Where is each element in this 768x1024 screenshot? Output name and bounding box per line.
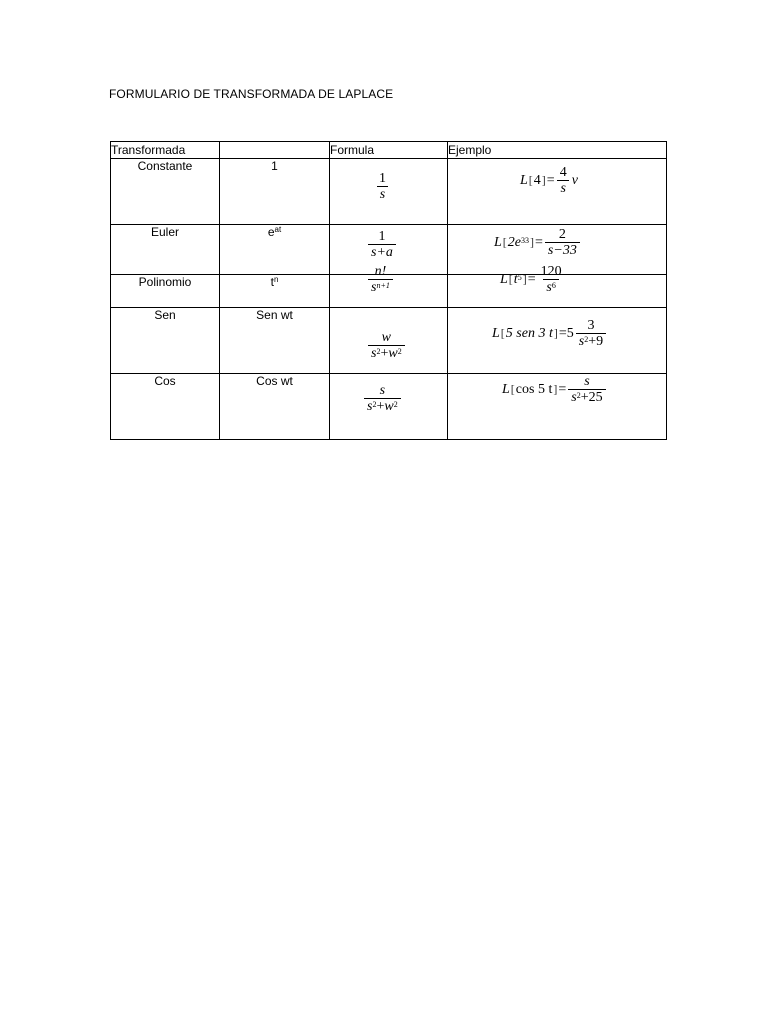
row-name: Constante (111, 159, 220, 225)
row-name: Cos (111, 374, 220, 440)
row-formula: $\frac{s}{s^2+w^2}$ (330, 374, 448, 440)
header-transformada: Transformada (111, 142, 220, 159)
header-formula: Formula (330, 142, 448, 159)
document-title: FORMULARIO DE TRANSFORMADA DE LAPLACE (109, 87, 394, 101)
table-row (111, 308, 667, 374)
row-formula: $\frac{1}{s+a}$ (330, 225, 448, 275)
table-row (111, 374, 667, 440)
table-row (111, 159, 667, 225)
row-formula: $\frac{w}{s^2+w^2}$ (330, 308, 448, 374)
row-function: Sen wt (220, 308, 330, 374)
row-example: L [ t $^5$ ] = $\frac{120}{s^6}$ (448, 275, 667, 308)
row-formula: $\frac{n!}{s^{n+1}}$ (330, 275, 448, 308)
row-example: L [ 4 ] = $\frac{4}{s}$ v (448, 159, 667, 225)
row-example: L [ 2e $^{33}$ ] = $\frac{2}{s-33}$ (448, 225, 667, 275)
row-example: L [ 5 sen 3 t ] = 5 $\frac{3}{s^2+9}$ (448, 308, 667, 374)
row-name: Sen (111, 308, 220, 374)
row-formula: $\frac{1}{s}$ (330, 159, 448, 225)
row-example: L [ cos 5 t ] = $\frac{s}{s^2+25}$ (448, 374, 667, 440)
row-function: $e^{at}$ (220, 225, 330, 275)
row-name: Euler (111, 225, 220, 275)
header-function (220, 142, 330, 159)
row-function: 1 (220, 159, 330, 225)
header-ejemplo: Ejemplo (448, 142, 667, 159)
table-header-row (111, 142, 667, 159)
row-function: $t^n$ (220, 275, 330, 308)
laplace-table (110, 141, 667, 440)
row-function: Cos wt (220, 374, 330, 440)
table-row (111, 275, 667, 308)
row-name: Polinomio (111, 275, 220, 308)
